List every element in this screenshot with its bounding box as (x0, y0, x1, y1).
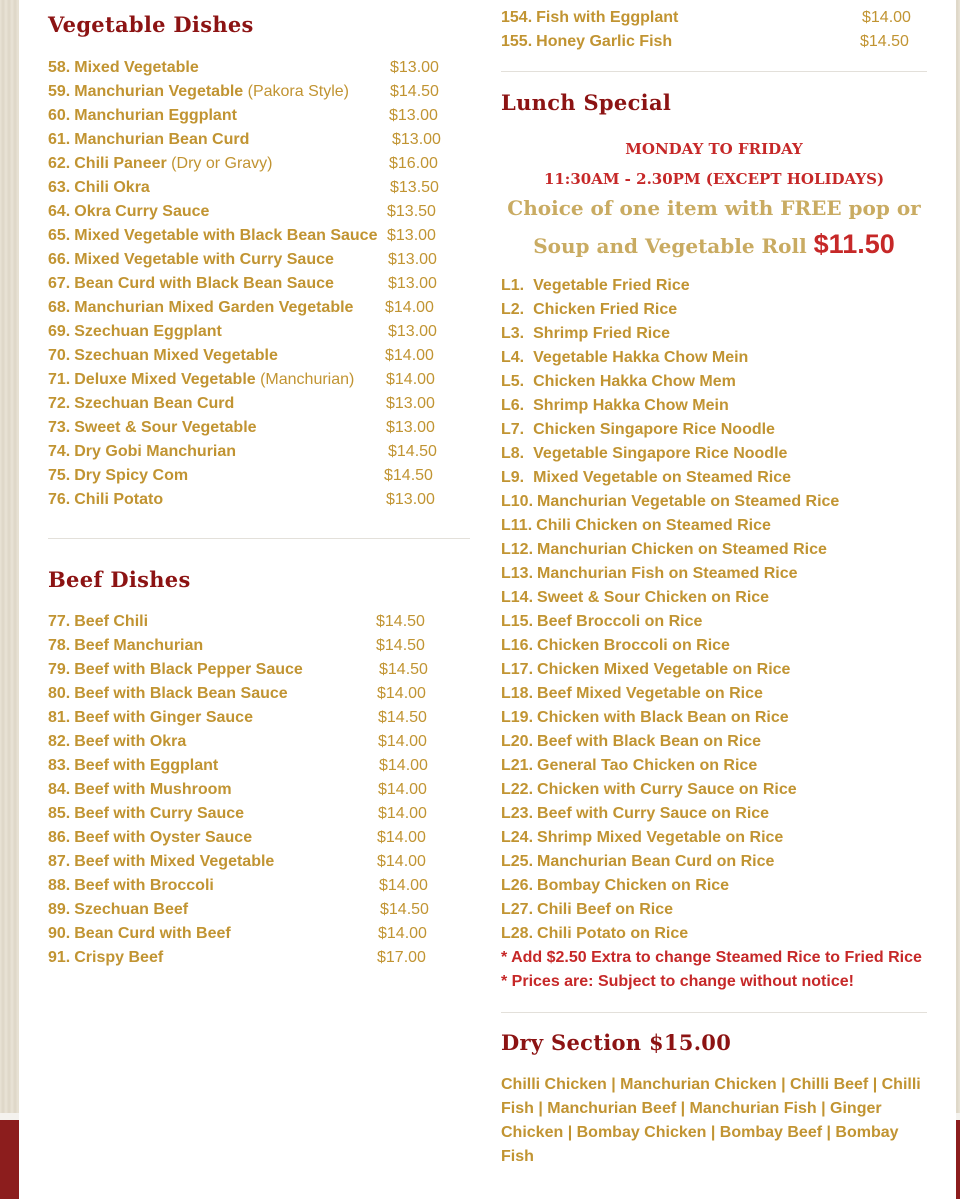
item-name: Beef Chili (74, 613, 149, 630)
item-name: Vegetable Hakka Chow Mein (533, 349, 749, 366)
menu-item (48, 826, 426, 850)
menu-item (501, 30, 909, 54)
item-name: Bean Curd with Black Bean Sauce (74, 275, 334, 292)
item-name: Szechuan Eggplant (74, 323, 222, 340)
item-number: 58. (48, 59, 71, 76)
item-name: Manchurian Vegetable (74, 83, 244, 100)
item-name: General Tao Chicken on Rice (537, 757, 758, 774)
item-price: $14.00 (378, 733, 427, 750)
item-number: 63. (48, 179, 71, 196)
item-name: Honey Garlic Fish (536, 33, 673, 50)
item-price: $16.00 (389, 155, 438, 172)
menu-item (48, 368, 435, 392)
item-number: 81. (48, 709, 71, 726)
menu-item (48, 296, 434, 320)
item-name: Beef with Ginger Sauce (74, 709, 253, 726)
item-name: Chili Potato on Rice (537, 925, 689, 942)
item-number: L25. (501, 853, 534, 870)
item-number: 62. (48, 155, 71, 172)
item-name: Beef Manchurian (74, 637, 204, 654)
menu-item (48, 56, 439, 80)
item-number: 76. (48, 491, 71, 508)
item-name: Dry Spicy Com (74, 467, 189, 484)
item-number: L24. (501, 829, 534, 846)
item-number: L28. (501, 925, 534, 942)
menu-item (48, 200, 436, 224)
item-price: $14.50 (860, 33, 909, 50)
menu-item (48, 874, 428, 898)
item-number: L8. (501, 445, 525, 462)
menu-item (48, 922, 427, 946)
item-price: $13.00 (386, 419, 435, 436)
menu-item (48, 176, 439, 200)
item-name: Manchurian Mixed Garden Vegetable (74, 299, 354, 316)
fish-dishes-list (501, 6, 911, 54)
item-number: L18. (501, 685, 534, 702)
item-note: (Manchurian) (255, 371, 355, 388)
item-number: 61. (48, 131, 71, 148)
menu-item (48, 658, 428, 682)
item-name: Crispy Beef (74, 949, 164, 966)
item-number: L13. (501, 565, 534, 582)
item-number: 60. (48, 107, 71, 124)
item-price: $14.50 (379, 661, 428, 678)
item-price: $13.00 (388, 323, 437, 340)
menu-item (48, 754, 428, 778)
menu-item (48, 392, 435, 416)
item-number: L4. (501, 349, 525, 366)
section-divider (501, 71, 927, 72)
item-number: 91. (48, 949, 71, 966)
menu-item (48, 634, 425, 658)
lunch-item (501, 442, 839, 466)
item-name: Beef with Black Bean Sauce (74, 685, 288, 702)
lunch-item (501, 322, 839, 346)
lunch-item (501, 826, 839, 850)
item-number: L1. (501, 277, 525, 294)
lunch-item (501, 298, 839, 322)
item-number: 69. (48, 323, 71, 340)
item-name: Beef with Black Bean on Rice (537, 733, 762, 750)
item-name: Beef with Curry Sauce (74, 805, 245, 822)
item-name: Mixed Vegetable with Curry Sauce (74, 251, 334, 268)
item-price: $14.00 (385, 299, 434, 316)
lunch-item (501, 418, 839, 442)
lunch-item (501, 346, 839, 370)
item-name: Sweet & Sour Vegetable (74, 419, 257, 436)
prices-note: * Prices are: Subject to change without notice! (501, 973, 854, 990)
item-number: L11. (501, 517, 533, 534)
item-name: Deluxe Mixed Vegetable (74, 371, 256, 388)
item-number: 84. (48, 781, 71, 798)
item-note: (Pakora Style) (243, 83, 349, 100)
item-number: L27. (501, 901, 534, 918)
menu-item (48, 152, 438, 176)
lunch-item (501, 730, 839, 754)
item-number: 89. (48, 901, 71, 918)
item-name: Chicken Mixed Vegetable on Rice (537, 661, 791, 678)
item-price: $13.00 (392, 131, 441, 148)
item-name: Bean Curd with Beef (74, 925, 231, 942)
item-name: Manchurian Vegetable on Steamed Rice (537, 493, 840, 510)
section-divider (501, 1012, 927, 1013)
item-name: Chili Chicken on Steamed Rice (536, 517, 771, 534)
beef-dishes-list (48, 610, 429, 970)
menu-item (48, 706, 427, 730)
item-price: $13.00 (386, 395, 435, 412)
item-price: $14.00 (379, 757, 428, 774)
item-number: 64. (48, 203, 71, 220)
menu-item (48, 488, 435, 512)
item-name: Chili Potato (74, 491, 164, 508)
item-name: Chili Beef on Rice (537, 901, 674, 918)
item-number: 85. (48, 805, 71, 822)
lunch-item (501, 274, 839, 298)
menu-item (48, 778, 427, 802)
item-name: Beef with Curry Sauce on Rice (537, 805, 770, 822)
item-name: Beef with Mixed Vegetable (74, 853, 275, 870)
item-number: 79. (48, 661, 71, 678)
menu-item (48, 850, 426, 874)
lunch-item (501, 370, 839, 394)
item-number: 72. (48, 395, 71, 412)
item-name: Mixed Vegetable on Steamed Rice (533, 469, 791, 486)
item-number: 65. (48, 227, 71, 244)
item-name: Mixed Vegetable (74, 59, 199, 76)
lunch-item (501, 874, 839, 898)
item-price: $14.00 (377, 685, 426, 702)
item-name: Dry Gobi Manchurian (74, 443, 237, 460)
lunch-item (501, 394, 839, 418)
item-name: Szechuan Beef (74, 901, 189, 918)
menu-item (48, 730, 427, 754)
lunch-item (501, 562, 839, 586)
item-number: 59. (48, 83, 71, 100)
item-name: Shrimp Fried Rice (533, 325, 671, 342)
vegetable-dishes-list (48, 56, 441, 512)
item-price: $13.50 (387, 203, 436, 220)
item-number: 67. (48, 275, 71, 292)
menu-item (48, 224, 436, 248)
lunch-item (501, 634, 839, 658)
item-note: (Dry or Gravy) (166, 155, 273, 172)
item-price: $14.00 (378, 805, 427, 822)
item-price: $14.00 (377, 829, 426, 846)
item-number: L17. (501, 661, 534, 678)
item-name: Sweet & Sour Chicken on Rice (537, 589, 770, 606)
lunch-item (501, 898, 839, 922)
menu-item (48, 128, 441, 152)
item-price: $13.00 (386, 491, 435, 508)
vegetable-dishes-heading: Vegetable Dishes (48, 12, 254, 37)
item-price: $14.50 (378, 709, 427, 726)
item-name: Szechuan Mixed Vegetable (74, 347, 278, 364)
item-name: Beef Broccoli on Rice (537, 613, 703, 630)
item-price: $14.50 (384, 467, 433, 484)
item-name: Manchurian Bean Curd (74, 131, 250, 148)
item-price: $14.50 (390, 83, 439, 100)
item-name: Chili Paneer (74, 155, 167, 172)
item-number: L16. (501, 637, 534, 654)
lunch-item (501, 538, 839, 562)
item-number: L9. (501, 469, 525, 486)
menu-item (48, 320, 437, 344)
item-price: $14.50 (376, 613, 425, 630)
item-number: 73. (48, 419, 71, 436)
item-name: Chicken Hakka Chow Mem (533, 373, 736, 390)
section-divider (48, 538, 470, 539)
item-name: Beef Mixed Vegetable on Rice (537, 685, 763, 702)
item-name: Manchurian Fish on Steamed Rice (537, 565, 798, 582)
lunch-item (501, 466, 839, 490)
menu-item (48, 344, 434, 368)
lunch-item (501, 682, 839, 706)
lunch-item (501, 514, 839, 538)
item-number: L22. (501, 781, 534, 798)
item-number: L21. (501, 757, 534, 774)
item-name: Beef with Okra (74, 733, 187, 750)
menu-item (48, 464, 433, 488)
item-number: L12. (501, 541, 534, 558)
item-number: L19. (501, 709, 534, 726)
item-price: $13.00 (388, 251, 437, 268)
lunch-item (501, 922, 839, 946)
lunch-item (501, 850, 839, 874)
item-number: 87. (48, 853, 71, 870)
item-name: Szechuan Bean Curd (74, 395, 235, 412)
menu-item (48, 416, 435, 440)
lunch-choice-line1: Choice of one item with FREE pop or (507, 196, 921, 220)
item-price: $13.00 (387, 227, 436, 244)
dry-section-heading: Dry Section $15.00 (501, 1030, 732, 1055)
item-number: L15. (501, 613, 534, 630)
fried-rice-note: * Add $2.50 Extra to change Steamed Rice to Fried Rice (501, 949, 922, 966)
item-number: L20. (501, 733, 534, 750)
lunch-item (501, 586, 839, 610)
item-number: 66. (48, 251, 71, 268)
item-name: Manchurian Eggplant (74, 107, 237, 124)
item-number: 90. (48, 925, 71, 942)
menu-item (48, 104, 438, 128)
item-name: Chicken Broccoli on Rice (537, 637, 730, 654)
item-number: L10. (501, 493, 534, 510)
menu-page (19, 0, 956, 1199)
item-number: 88. (48, 877, 71, 894)
item-number: L7. (501, 421, 525, 438)
item-name: Shrimp Mixed Vegetable on Rice (537, 829, 784, 846)
lunch-item (501, 658, 839, 682)
item-number: 82. (48, 733, 71, 750)
item-number: 68. (48, 299, 71, 316)
menu-item (48, 898, 429, 922)
item-number: 86. (48, 829, 71, 846)
item-price: $14.50 (388, 443, 437, 460)
lunch-choice-line2 (501, 226, 927, 262)
item-name: Fish with Eggplant (536, 9, 679, 26)
item-price: $14.00 (862, 9, 911, 26)
lunch-special-heading: Lunch Special (501, 90, 672, 115)
item-name: Manchurian Chicken on Steamed Rice (537, 541, 827, 558)
item-number: 77. (48, 613, 71, 630)
item-number: L5. (501, 373, 525, 390)
lunch-special-list (501, 274, 839, 946)
item-name: Bombay Chicken on Rice (537, 877, 730, 894)
item-number: 155. (501, 33, 533, 50)
item-name: Beef with Broccoli (74, 877, 214, 894)
menu-item (48, 610, 425, 634)
menu-item (48, 80, 439, 104)
beef-dishes-heading: Beef Dishes (48, 567, 191, 592)
item-number: 154. (501, 9, 533, 26)
item-name: Mixed Vegetable with Black Bean Sauce (74, 227, 378, 244)
item-number: L23. (501, 805, 534, 822)
item-name: Beef with Eggplant (74, 757, 219, 774)
item-name: Beef with Mushroom (74, 781, 232, 798)
item-price: $14.00 (378, 781, 427, 798)
lunch-item (501, 706, 839, 730)
item-price: $13.00 (389, 107, 438, 124)
lunch-item (501, 802, 839, 826)
item-number: 83. (48, 757, 71, 774)
item-name: Chili Okra (74, 179, 150, 196)
item-name: Chicken Singapore Rice Noodle (533, 421, 775, 438)
item-name: Beef with Oyster Sauce (74, 829, 253, 846)
lunch-item (501, 754, 839, 778)
item-name: Beef with Black Pepper Sauce (74, 661, 303, 678)
item-price: $14.50 (380, 901, 429, 918)
item-number: L14. (501, 589, 534, 606)
item-name: Chicken with Black Bean on Rice (537, 709, 789, 726)
item-number: 70. (48, 347, 71, 364)
item-name: Chicken Fried Rice (533, 301, 678, 318)
lunch-item (501, 778, 839, 802)
menu-item (48, 248, 437, 272)
item-number: 78. (48, 637, 71, 654)
item-price: $14.00 (377, 853, 426, 870)
item-price: $17.00 (377, 949, 426, 966)
item-price: $14.00 (379, 877, 428, 894)
lunch-item (501, 610, 839, 634)
lunch-item (501, 490, 839, 514)
item-price: $14.00 (386, 371, 435, 388)
item-price: $14.50 (376, 637, 425, 654)
lunch-choice-text: Soup and Vegetable Roll (533, 234, 814, 258)
item-number: L6. (501, 397, 525, 414)
item-number: L26. (501, 877, 534, 894)
item-name: Manchurian Bean Curd on Rice (537, 853, 775, 870)
item-number: L3. (501, 325, 525, 342)
menu-item (48, 802, 427, 826)
item-number: 80. (48, 685, 71, 702)
item-number: 71. (48, 371, 71, 388)
item-price: $13.00 (390, 59, 439, 76)
menu-item (501, 6, 911, 30)
item-name: Chicken with Curry Sauce on Rice (537, 781, 797, 798)
menu-item (48, 440, 437, 464)
item-price: $14.00 (378, 925, 427, 942)
item-number: 74. (48, 443, 71, 460)
menu-item (48, 946, 426, 970)
dry-section-items: Chilli Chicken | Manchurian Chicken | Chilli Beef | Chilli Fish | Manchurian Beef | Manchurian Fish | Ginger Chicken | Bombay Chicken | Bombay Beef | Bombay Fish (501, 1076, 921, 1165)
item-name: Vegetable Fried Rice (533, 277, 690, 294)
item-number: 75. (48, 467, 71, 484)
lunch-hours: 11:30AM - 2.30PM (EXCEPT HOLIDAYS) (543, 170, 885, 188)
item-price: $13.50 (390, 179, 439, 196)
item-price: $14.00 (385, 347, 434, 364)
item-number: L2. (501, 301, 525, 318)
item-name: Okra Curry Sauce (74, 203, 210, 220)
item-name: Vegetable Singapore Rice Noodle (533, 445, 788, 462)
item-price: $13.00 (388, 275, 437, 292)
lunch-price: $11.50 (813, 229, 895, 259)
menu-item (48, 272, 437, 296)
item-name: Shrimp Hakka Chow Mein (533, 397, 729, 414)
lunch-days: MONDAY TO FRIDAY (625, 140, 803, 158)
menu-item (48, 682, 426, 706)
